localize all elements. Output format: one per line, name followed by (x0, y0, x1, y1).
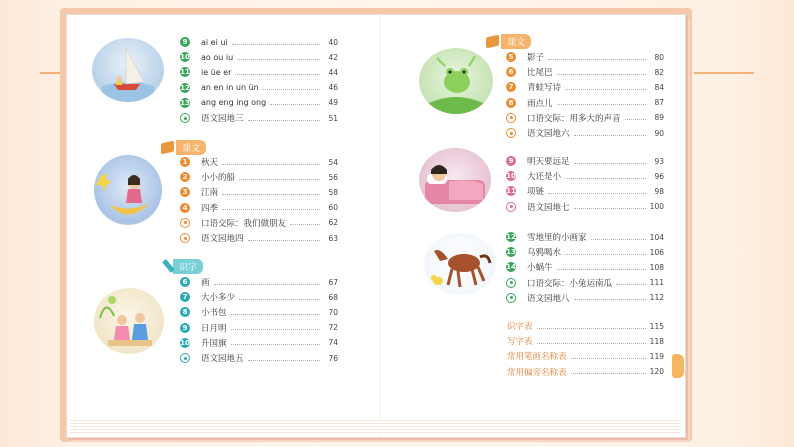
page-number: 118 (649, 336, 664, 346)
book-icon (486, 34, 499, 48)
bullet-icon (506, 293, 516, 303)
page-number: 63 (328, 233, 338, 243)
sleeping-girl-illustration (419, 148, 491, 212)
page-number: 54 (328, 157, 338, 167)
toc-title: 语文园地三 (201, 114, 244, 124)
page-number: 46 (328, 83, 338, 93)
leader-dots (248, 240, 320, 241)
page-number: 90 (654, 128, 664, 138)
frog-illustration (419, 48, 493, 114)
lesson-number: 4 (180, 203, 190, 213)
toc-entry[interactable] (180, 201, 338, 215)
toc-title: 升国旗 (201, 338, 227, 349)
section-tag-label: 课文 (501, 34, 531, 49)
toc-title: 项链 (527, 187, 545, 198)
page-number: 67 (328, 277, 338, 287)
toc-entry[interactable] (180, 305, 338, 319)
section-tag-label: 识字 (173, 259, 203, 274)
page-number: 104 (649, 232, 664, 242)
toc-entry[interactable] (180, 321, 338, 335)
leader-dots (591, 239, 646, 240)
toc-entry[interactable] (180, 50, 338, 64)
page-number: 51 (328, 113, 338, 123)
lesson-number: 14 (506, 263, 516, 272)
lesson-number: 2 (180, 172, 190, 182)
leader-dots (557, 269, 646, 270)
leader-dots (616, 284, 646, 285)
toc-entry[interactable] (180, 231, 338, 245)
lesson-number: 7 (506, 82, 516, 92)
page-number: 98 (654, 186, 664, 196)
lesson-number: 3 (180, 187, 190, 197)
children-drawing-illustration (94, 288, 164, 354)
page-number: 60 (328, 203, 338, 213)
book-icon (161, 140, 174, 154)
page-number: 72 (328, 323, 338, 333)
page-number: 108 (649, 262, 664, 272)
page-number: 68 (328, 292, 338, 302)
page-number: 49 (328, 98, 338, 108)
appendix-entry[interactable] (507, 349, 664, 363)
lesson-number: 6 (180, 277, 190, 287)
page-number: 84 (654, 82, 664, 92)
page-number: 70 (328, 307, 338, 317)
page-number: 82 (654, 67, 664, 77)
toc-title: an en in un ün (201, 83, 259, 93)
leader-dots (231, 314, 320, 315)
lesson-number: 13 (506, 248, 516, 257)
page-number: 106 (649, 247, 664, 257)
section-tag-shizi (166, 258, 203, 274)
bullet-icon (180, 113, 190, 123)
page-number: 119 (649, 351, 664, 361)
appendix-title: 常用笔画名称表 (507, 352, 567, 363)
lesson-number: 8 (506, 98, 516, 108)
leader-dots (237, 59, 320, 60)
toc-title: ie üe er (201, 67, 232, 77)
section-tag-kewen (161, 139, 206, 155)
lesson-number: 9 (180, 37, 190, 47)
toc-entry[interactable] (180, 81, 338, 95)
leader-dots (557, 104, 646, 105)
toc-entry[interactable] (180, 111, 338, 125)
lesson-number: 11 (506, 187, 516, 196)
page-number: 74 (328, 338, 338, 348)
toc-title: 画 (201, 278, 210, 288)
toc-entry[interactable] (180, 275, 338, 289)
toc-entry[interactable] (506, 230, 664, 244)
lesson-number: 6 (506, 67, 516, 77)
page-number: 80 (654, 52, 664, 62)
toc-entry[interactable] (180, 65, 338, 79)
book-spine (379, 14, 381, 436)
lesson-number: 11 (180, 68, 190, 77)
toc-title: 口语交际：用多大的声音 (527, 113, 621, 124)
page-number: 42 (328, 52, 338, 62)
lesson-number: 9 (506, 156, 516, 166)
bullet-icon (180, 233, 190, 243)
bullet-icon (506, 128, 516, 138)
leader-dots (574, 135, 646, 136)
leader-dots (214, 284, 320, 285)
toc-title: 口语交际：小兔运南瓜 (527, 278, 613, 289)
page-number: 87 (654, 98, 664, 108)
leader-dots (574, 208, 646, 209)
appendix-title: 写字表 (507, 337, 533, 348)
leader-dots (239, 299, 320, 300)
left-decor-line (40, 72, 60, 74)
leader-dots (235, 74, 320, 75)
leader-dots (537, 328, 646, 329)
page-number: 115 (649, 321, 664, 331)
toc-title: 青蛙写诗 (527, 83, 562, 94)
toc-entry[interactable] (506, 111, 664, 125)
leader-dots (222, 164, 320, 165)
page-number: 93 (654, 156, 664, 166)
toc-entry[interactable] (506, 96, 664, 110)
toc-title: 秋天 (201, 158, 219, 168)
horse-and-chick-illustration (424, 233, 496, 295)
toc-title: 语文园地六 (527, 129, 570, 139)
bullet-icon (180, 218, 190, 228)
appendix-title: 常用偏旁名称表 (507, 367, 567, 378)
toc-title: 日月明 (201, 323, 227, 334)
leader-dots (231, 329, 320, 330)
leader-dots (270, 104, 320, 105)
section-tag-label: 课文 (176, 140, 206, 155)
toc-title: 大还是小 (527, 172, 562, 183)
toc-title: 雪地里的小画家 (527, 233, 587, 243)
toc-entry[interactable] (180, 336, 338, 350)
toc-entry[interactable] (180, 290, 338, 304)
page-number: 96 (654, 171, 664, 181)
toc-title: 小蜗牛 (527, 263, 553, 274)
section-tag-kewen-right (486, 33, 531, 49)
toc-title: 明天要远足 (527, 157, 570, 167)
leader-dots (548, 59, 646, 60)
toc-entry[interactable] (506, 154, 664, 168)
lesson-number: 12 (180, 83, 190, 92)
page-number: 111 (649, 278, 664, 288)
lesson-number: 9 (180, 323, 190, 333)
toc-entry[interactable] (180, 35, 338, 49)
toc-entry[interactable] (506, 276, 664, 290)
page-number: 58 (328, 187, 338, 197)
leader-dots (625, 119, 646, 120)
leader-dots (222, 194, 320, 195)
leader-dots (574, 299, 646, 300)
appendix-entry[interactable] (507, 365, 664, 379)
appendix-entry[interactable] (507, 319, 664, 333)
toc-entry[interactable] (506, 80, 664, 94)
toc-entry[interactable] (506, 65, 664, 79)
leader-dots (571, 358, 646, 359)
leader-dots (222, 209, 320, 210)
lesson-number: 10 (180, 338, 190, 347)
lesson-number: 1 (180, 157, 190, 167)
sailboat-illustration (92, 38, 164, 102)
toc-title: 语文园地八 (527, 293, 570, 304)
page-number: 44 (328, 67, 338, 77)
lesson-number: 12 (506, 233, 516, 241)
page-number: 56 (328, 172, 338, 182)
toc-entry[interactable] (506, 184, 664, 198)
leader-dots (565, 178, 646, 179)
toc-title: 小小的船 (201, 173, 236, 184)
toc-entry[interactable] (506, 126, 664, 140)
girl-on-moon-illustration (94, 155, 162, 225)
toc-title: 江南 (201, 188, 219, 199)
leader-dots (231, 344, 320, 345)
toc-title: 影子 (527, 53, 545, 63)
page-number: 62 (328, 218, 338, 228)
toc-entry[interactable] (506, 200, 664, 214)
toc-entry[interactable] (180, 216, 338, 230)
bullet-icon (506, 113, 516, 123)
bookmark-tab (672, 354, 684, 378)
toc-entry[interactable] (506, 169, 664, 183)
lesson-number: 5 (506, 52, 516, 62)
leader-dots (263, 89, 320, 90)
page-number: 112 (649, 293, 664, 303)
toc-title: 语文园地四 (201, 234, 244, 244)
toc-title: 口语交际：我们做朋友 (201, 218, 287, 229)
toc-entry[interactable] (506, 50, 664, 64)
lesson-number: 10 (180, 53, 190, 62)
leader-dots (565, 254, 646, 255)
toc-title: 大小多少 (201, 293, 236, 304)
toc-title: 乌鸦喝水 (527, 248, 562, 259)
appendix-title: 识字表 (507, 322, 533, 332)
toc-title: 语文园地五 (201, 354, 244, 364)
leader-dots (548, 193, 646, 194)
bullet-icon (180, 353, 190, 363)
page-number: 40 (328, 37, 338, 47)
page-number: 120 (649, 367, 664, 377)
lesson-number: 13 (180, 98, 190, 107)
page-number: 100 (649, 202, 664, 212)
leader-dots (571, 373, 646, 374)
page-edges (70, 420, 680, 434)
toc-title: 比尾巴 (527, 68, 553, 79)
leader-dots (239, 179, 320, 180)
toc-entry[interactable] (506, 291, 664, 305)
toc-title: ang eng ing ong (201, 98, 267, 108)
toc-title: 雨点儿 (527, 98, 553, 109)
lesson-number: 8 (180, 307, 190, 317)
toc-title: 四季 (201, 203, 219, 214)
toc-entry[interactable] (506, 260, 664, 274)
lesson-number: 10 (506, 172, 516, 181)
toc-title: ai ei ui (201, 37, 228, 47)
bullet-icon (506, 278, 516, 288)
leader-dots (232, 44, 320, 45)
toc-title: ao ou iu (201, 52, 234, 62)
leader-dots (248, 120, 320, 121)
leader-dots (248, 360, 320, 361)
leader-dots (565, 89, 646, 90)
toc-entry[interactable] (180, 96, 338, 110)
leader-dots (557, 74, 646, 75)
leader-dots (574, 163, 646, 164)
right-decor-line (694, 72, 754, 74)
bullet-icon (506, 202, 516, 212)
page-number: 89 (654, 113, 664, 123)
page-number: 76 (328, 353, 338, 363)
appendix-entry[interactable] (507, 334, 664, 348)
toc-title: 小书包 (201, 308, 227, 319)
toc-entry[interactable] (180, 155, 338, 169)
toc-entry[interactable] (180, 170, 338, 184)
leader-dots (290, 224, 320, 225)
toc-entry[interactable] (180, 185, 338, 199)
leader-dots (537, 343, 646, 344)
toc-entry[interactable] (506, 245, 664, 259)
toc-title: 语文园地七 (527, 202, 570, 213)
toc-entry[interactable] (180, 351, 338, 365)
lesson-number: 7 (180, 292, 190, 302)
